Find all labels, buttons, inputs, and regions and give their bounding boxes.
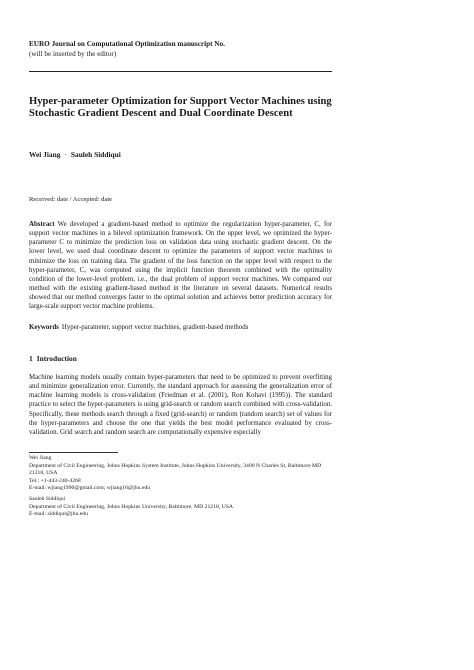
footnote-author: Sauleh Siddiqui xyxy=(29,496,66,502)
author-list xyxy=(29,150,121,159)
abstract-text: We developed a gradient-based method to optimize the regularization hyper-parameter, C, for support vector machines in a bilevel optimization framework. On the upper level, we optimized the hyper-parameter C to minimize the prediction loss on validation data using stochastic gradient descent. On the lower level, we used dual coordinate descent to optimize the parameters of support vector machines to minimize the loss on training data. The gradient of the loss function on the upper level with respect to the hyper-parameter, C, was computed using the implicit function theorem combined with the optimality condition of the lower-level problem, i.e., the dual problem of support vector machines. We compared our method with the existing gradient-based method in the literature on several datasets. Numerical results showed that our method converges faster to the optimal solution and achieves better prediction accuracy for large-scale support vector machine problems. xyxy=(29,221,332,311)
footnote-line: Tel.: +1-443-240-4268 xyxy=(29,477,81,484)
received-date: Received: date / Accepted: date xyxy=(29,196,113,203)
section-body: Machine learning models usually contain hyper-parameters that need to be optimized to prevent overfitting and minimize generalization error. Currently, the standard approach for assessing the generalization error of machine learning models is cross-validation (Friedman et al. (2001), Ron Kohavi (1995)). The standard practice to select the hyper-parameters is using grid-search or random search combined with cross-validation. Specifically, these methods search through a fixed (grid-search) or random (random search) set of values for the hyper-parameters and choose the one that yields the best model performance evaluated by cross-validation. Grid search and random search are computationally expensive especially xyxy=(29,374,332,436)
abstract-label: Abstract xyxy=(29,221,55,228)
keywords xyxy=(29,323,332,332)
section-title: Introduction xyxy=(36,354,77,363)
journal-header xyxy=(29,40,332,59)
paper-title: Hyper-parameter Optimization for Support Vector Machines using Stochastic Gradient Descent and Dual Coordinate Descent xyxy=(29,96,332,120)
header-rule xyxy=(29,71,332,72)
author-separator: · xyxy=(64,150,67,159)
footnote-line: Department of Civil Engineering, Johns Hopkins University, Baltimore, MD 21218, USA xyxy=(29,503,234,510)
editor-note: (will be inserted by the editor) xyxy=(29,49,117,58)
author-name: Sauleh Siddiqui xyxy=(70,150,121,159)
author-name: Wei Jiang xyxy=(29,150,61,159)
footnote-line: Department of Civil Engineering, Johns Hopkins System Institute, Johns Hopkins University, 3400 N Charles St, Baltimore MD 21218, USA xyxy=(29,462,322,476)
footnote-line: E-mail: siddiqui@jhu.edu xyxy=(29,511,88,517)
keywords-text: Hyper-parameter, support vector machines, gradient-based methods xyxy=(61,324,249,331)
journal-name: EURO Journal on Computational Optimization manuscript No. xyxy=(29,40,225,48)
section-number: 1 xyxy=(29,354,33,363)
footnote-rule xyxy=(29,452,118,453)
keywords-label: Keywords xyxy=(29,324,59,331)
footnote-affiliation xyxy=(29,455,332,493)
footnote-affiliation xyxy=(29,496,332,519)
abstract xyxy=(29,220,332,312)
footnote-line: E-mail: wjiang1990@gmail.com; wjiang16@jhu.edu xyxy=(29,485,151,491)
footnote-author: Wei Jiang xyxy=(29,455,52,461)
section-heading xyxy=(29,354,77,363)
